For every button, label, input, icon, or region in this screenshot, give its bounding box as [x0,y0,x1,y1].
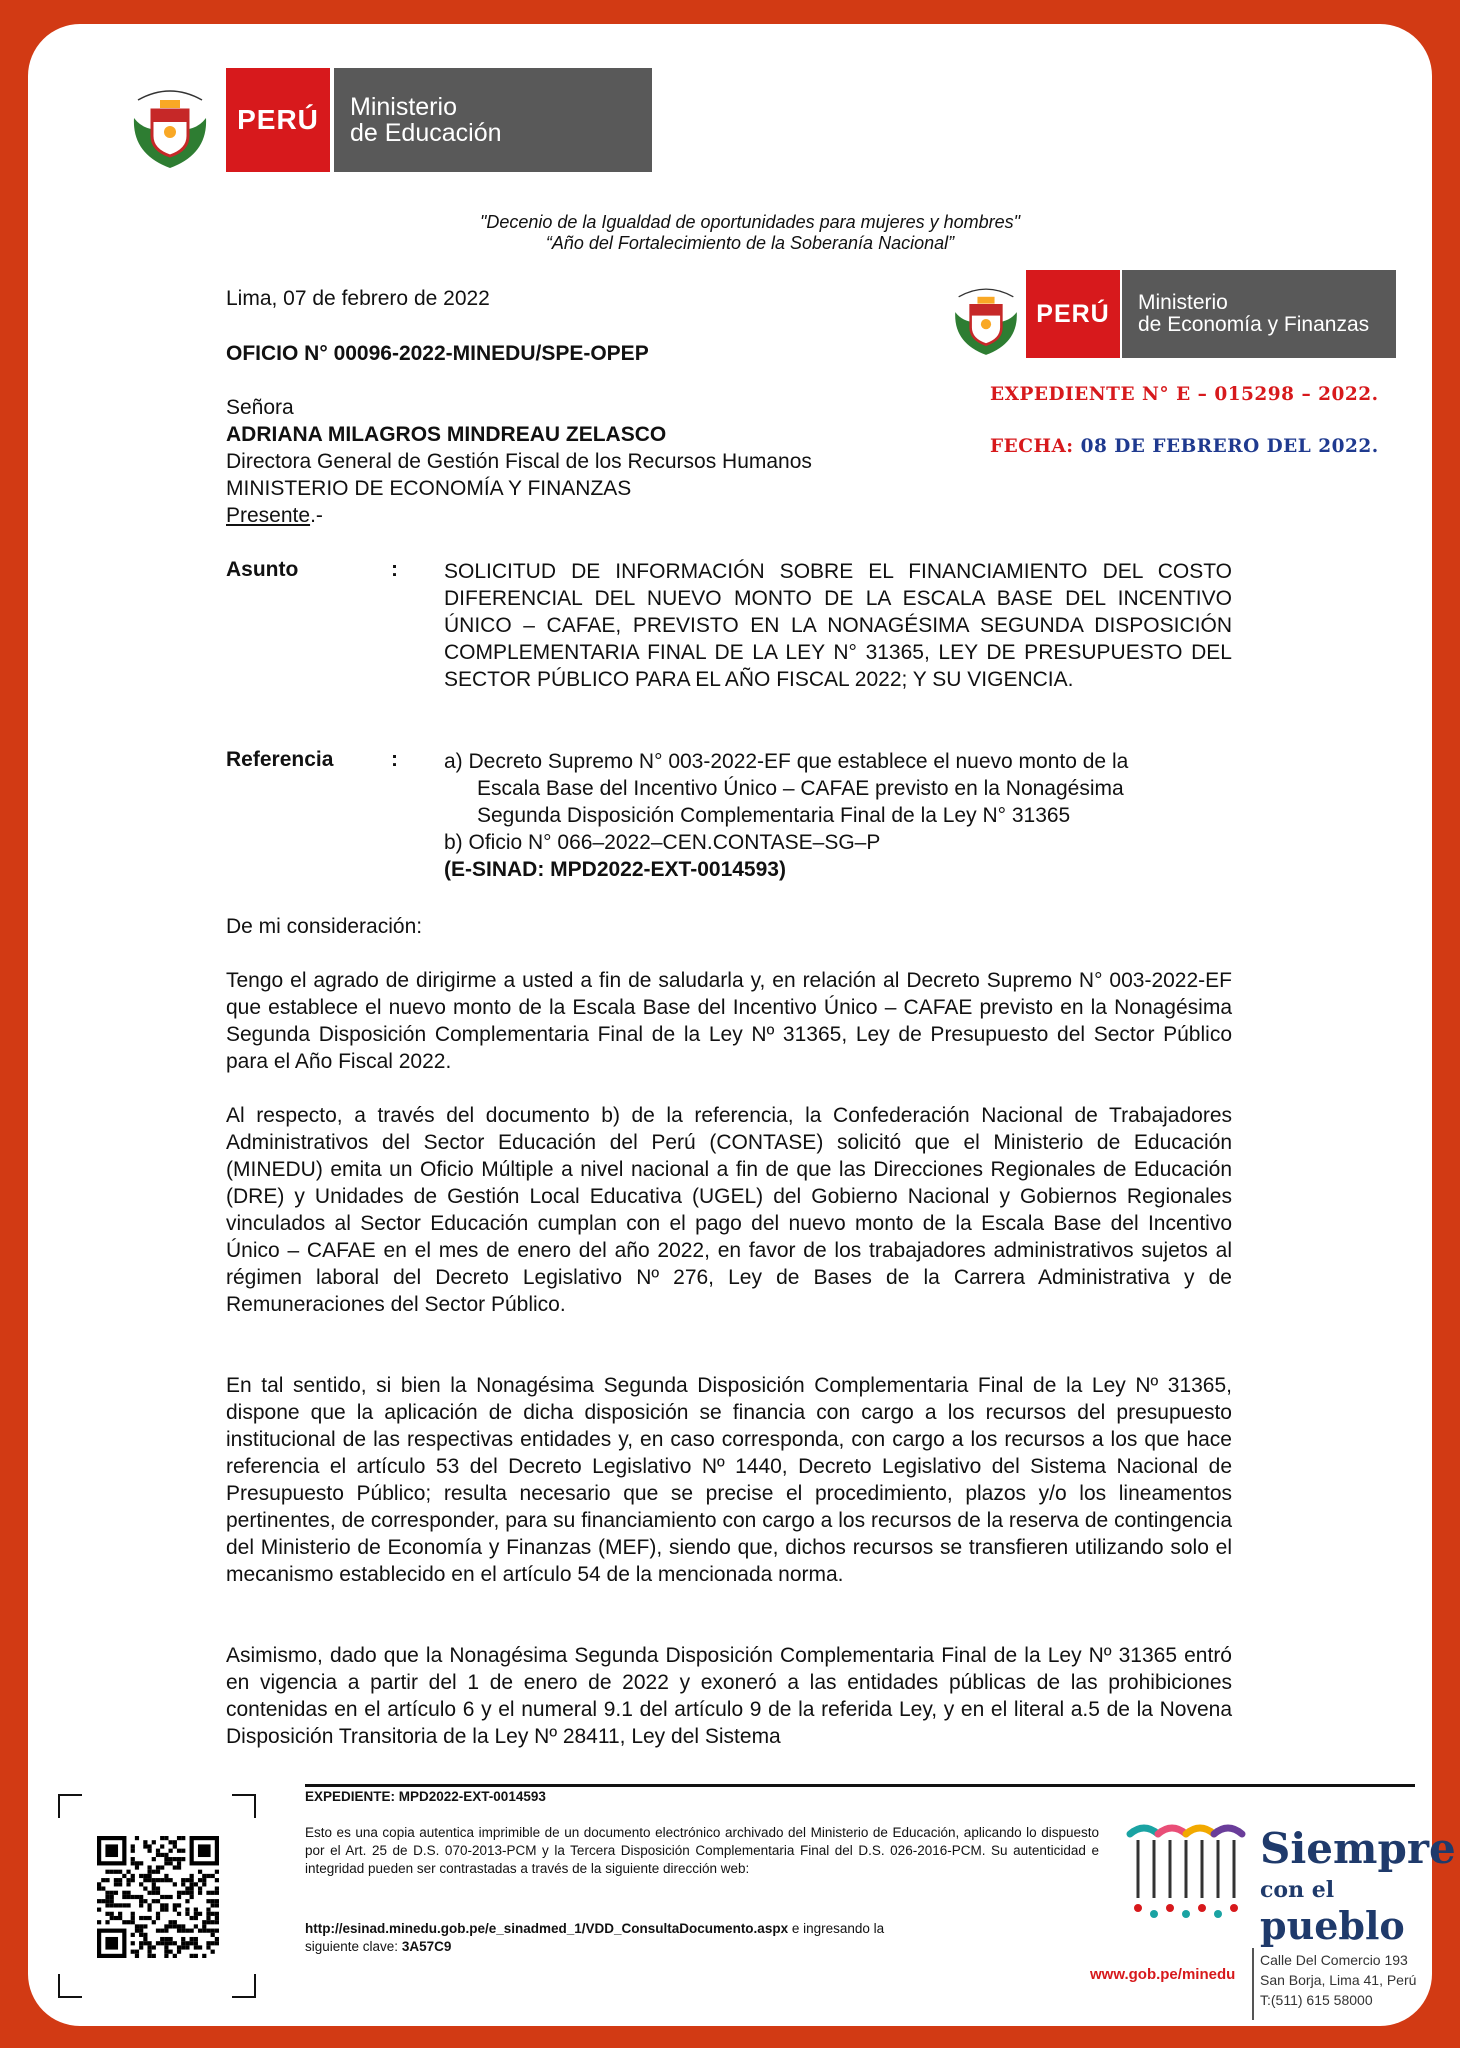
asunto-text: SOLICITUD DE INFORMACIÓN SOBRE EL FINANCIAMIENTO DEL COSTO DIFERENCIAL DEL NUEVO MONTO DE LA ESCALA BASE DEL INCENTIVO ÚNICO – CAFAE, PREVISTO EN LA NONAGÉSIMA SEGUNDA DISPOSICIÓN COMPLEMENTARIA FINAL DE LA LEY N° 31365, LEY DE PRESUPUESTO DEL SECTOR PÚBLICO PARA EL AÑO FISCAL 2022; Y SU VIGENCIA. [444,560,1232,691]
letter-date: Lima, 07 de febrero de 2022 [226,287,490,310]
reference-b: b) Oficio N° 066–2022–CEN.CONTASE–SG–P [444,831,881,854]
verification-url[interactable]: http://esinad.minedu.gob.pe/e_sinadmed_1/VDD_ConsultaDocumento.aspx [305,1921,789,1936]
footer-url-line [305,1920,1099,1938]
paragraph-3: En tal sentido, si bien la Nonagésima Segunda Disposición Complementaria Final de la Ley Nº 31365, dispone que la aplicación de dicha disposición se financia con cargo a los recursos del presupuesto institucional de las respectivas entidades y, en caso corresponda, con cargo a los recursos a los que hace referencia el artículo 53 del Decreto Legislativo Nº 1440, Decreto Legislativo del Sistema Nacional de Presupuesto Público; resulta necesario que se precise el procedimiento, plazos y/o los lineamentos pertinentes, de corresponder, para su financiamiento con cargo a los recursos de la reserva de contingencia del Ministerio de Economía y Finanzas (MEF), siendo que, dichos recursos se transfieren utilizando solo el mecanismo establecido en el artículo 54 de la mencionada norma. [226,1374,1232,1586]
asunto-label: Asunto [226,558,299,581]
key-label: siguiente clave: [305,1939,402,1954]
recipient-name: ADRIANA MILAGROS MINDREAU ZELASCO [226,423,667,446]
ministry-line-1: Ministerio [350,92,457,121]
scan-corner-tr [232,1794,256,1818]
verification-key: 3A57C9 [401,1939,452,1954]
address-line-2: San Borja, Lima 41, Perú [1260,1972,1417,1988]
address-line-3: T:(511) 615 58000 [1260,1992,1373,2008]
verification-url-suffix: e ingresando la [788,1921,885,1936]
slogan-figures-icon [1124,1818,1256,1926]
scan-corner-br [232,1974,256,1998]
mef-name [1122,270,1396,358]
salutation: Señora [226,396,294,419]
reference-a-line-2: Escala Base del Incentivo Único – CAFAE previsto en la Nonagésima [477,777,1124,800]
coat-of-arms-icon [950,278,1022,360]
paragraph-4: Asimismo, dado que la Nonagésima Segunda Disposición Complementaria Final de la Ley Nº 31365 entró en vigencia a partir del 1 de enero de 2022 y exoneró a las entidades públicas de las prohibiciones contenidas en el artículo 6 y el numeral 9.1 del artículo 9 de la referida Ley, y en el literal a.5 de la Novena Disposición Transitoria de la Ley Nº 28411, Ley del Sistema [226,1644,1232,1748]
mef-line-1: Ministerio [1138,290,1228,314]
paragraph-1: Tengo el agrado de dirigirme a usted a fin de saludarla y, en relación al Decreto Supremo N° 003-2022-EF que establece el nuevo monto de la Escala Base del Incentivo Único – CAFAE previsto en la Nonagésima Segunda Disposición Complementaria Final de la Ley Nº 31365, Ley de Presupuesto del Sector Público para el Año Fiscal 2022. [226,969,1232,1073]
address-block [1260,1950,1416,2010]
slogan-con-el: con el [1260,1877,1335,1903]
footer-authenticity-note: Esto es una copia autentica imprimible de un documento electrónico archivado del Ministerio de Educación, aplicando lo dispuesto por el Art. 25 de D.S. 070-2013-PCM y la Tercera Disposición Complementaria Final del D.S. 026-2016-PCM. Su autenticidad e integridad pueden ser contrastadas a través de la siguiente dirección web: [305,1825,1099,1876]
address-line-1: Calle Del Comercio 193 [1260,1952,1408,1968]
slogan-line-1: Siempre [1260,1824,1456,1873]
year-motto: “Año del Fortalecimiento de la Soberanía Nacional” [545,233,955,253]
footer-rule [305,1784,1415,1787]
scan-corner-bl [58,1974,82,1998]
asunto-colon: : [391,558,398,581]
scan-corner-tl [58,1794,82,1818]
fecha-value: 08 DE FEBRERO DEL 2022. [1080,436,1379,457]
qr-code-icon [97,1836,219,1958]
expediente-stamp: EXPEDIENTE N° E – 015298 – 2022. [990,384,1379,405]
mef-line-2: de Economía y Finanzas [1138,313,1370,336]
fecha-label: FECHA: [990,436,1074,457]
reference-a-line-3: Segunda Disposición Complementaria Final de la Ley N° 31365 [477,804,1071,827]
ministry-line-2: de Educación [350,119,502,147]
website-link[interactable]: www.gob.pe/minedu [1090,1966,1236,1983]
footer-expediente: EXPEDIENTE: MPD2022-EXT-0014593 [305,1789,546,1804]
coat-of-arms-icon [128,78,212,174]
reference-esinad: (E-SINAD: MPD2022-EXT-0014593) [444,858,786,881]
ministry-name [334,68,652,172]
slogan-pueblo: pueblo [1260,1903,1405,1948]
fecha-stamp [990,436,1379,457]
presente [226,502,323,529]
footer-key-line [305,1938,451,1956]
recipient-position: Directora General de Gestión Fiscal de los Recursos Humanos [226,450,812,473]
paragraph-2: Al respecto, a través del documento b) de la referencia, la Confederación Nacional de Trabajadores Administrativos del Sector Educación del Perú (CONTASE) solicitó que el Ministerio de Educación (MINEDU) emita un Oficio Múltiple a nivel nacional a fin de que las Direcciones Regionales de Educación (DRE) y Unidades de Gestión Local Educativa (UGEL) del Gobierno Nacional y Gobiernos Regionales vinculados al Sector Educación cumplan con el pago del nuevo monto de la Escala Base del Incentivo Único – CAFAE en el mes de enero del año 2022, en favor de los trabajadores administrativos sujetos al régimen laboral del Decreto Legislativo Nº 276, Ley de Bases de la Carrera Administrativa y de Remuneraciones del Sector Público. [226,1104,1232,1316]
document-page [28,24,1456,2026]
address-divider [1252,1948,1254,2020]
slogan-line-2 [1260,1877,1432,1948]
peru-mark: PERÚ [1026,270,1120,358]
peru-mark: PERÚ [226,68,330,172]
reference-a-line-1: a) Decreto Supremo N° 003-2022-EF que establece el nuevo monto de la [444,750,1129,773]
presente-word: Presente [226,504,311,527]
presente-suffix: .- [310,504,323,527]
greeting: De mi consideración: [226,915,423,938]
recipient-institution: MINISTERIO DE ECONOMÍA Y FINANZAS [226,477,632,500]
oficio-number: OFICIO N° 00096-2022-MINEDU/SPE-OPEP [226,342,649,365]
referencia-label: Referencia [226,748,334,771]
decade-motto: "Decenio de la Igualdad de oportunidades para mujeres y hombres" [479,212,1021,232]
referencia-colon: : [391,748,398,771]
